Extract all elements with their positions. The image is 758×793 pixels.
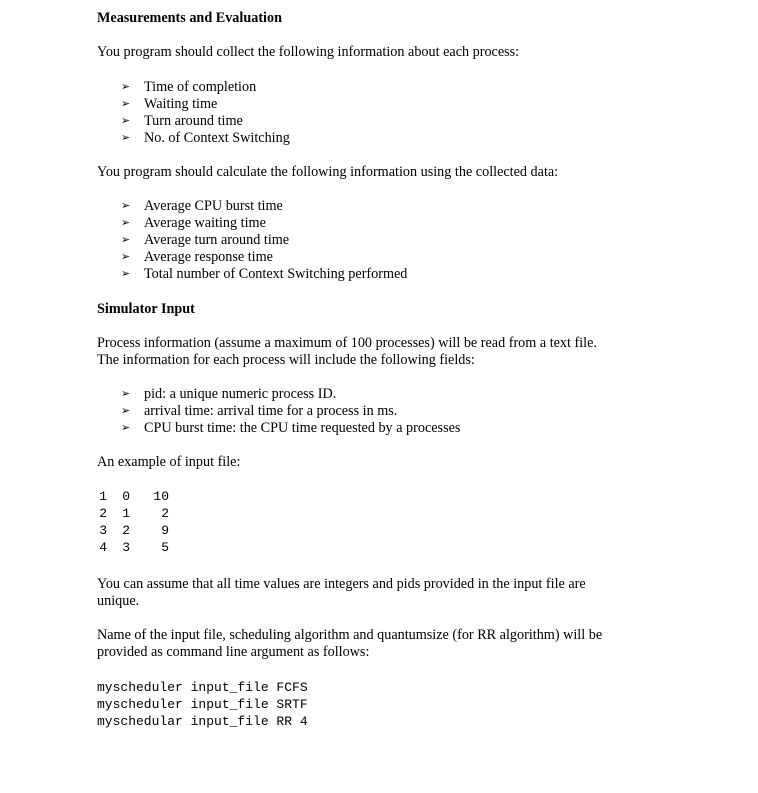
- command-line: myscheduler input_file FCFS: [97, 680, 308, 695]
- arrow-bullet-icon: ➢: [121, 268, 131, 280]
- arrow-bullet-icon: ➢: [121, 115, 131, 127]
- table-row: 1 0 10: [99, 489, 169, 504]
- arrow-bullet-icon: ➢: [121, 251, 131, 263]
- document-page: Measurements and Evaluation You program should collect the following information about each process: ➢ Time of completion ➢ Waiting time ➢ Turn around time ➢ No. of Context Switching You program should calculate the following information using the collected data: ➢ Average CPU burst time ➢ Average waiting time ➢ Average turn around time ➢ Average response time ➢ Total number of Context Switching performed Simulator Input Process information (assume a maximum of 100 processes) will be read from a text file. The information for each process will include the following fields: ➢ pid: a unique numeric process ID. ➢ arrival time: arrival time for a process in ms. ➢ CPU burst time: the CPU time requested by a processes An example of input file: 1 0 10 2 1 2 3 2 9 4 3 5 You can assume that all time values are integers and pids provided in the input file are unique. Name of the input file, scheduling algorithm and quantumsize (for RR algorithm) will be provided as command line argument as follows: myscheduler input_file FCFS myscheduler input_file SRTF myschedular input_file RR 4: [97, 10, 603, 729]
- process-info-line-1: Process information (assume a maximum of 100 processes) will be read from a text file.: [97, 335, 597, 351]
- arrow-bullet-icon: ➢: [121, 98, 131, 110]
- example-label: An example of input file:: [97, 454, 241, 470]
- calc-intro: You program should calculate the following information using the collected data:: [97, 164, 559, 180]
- arrow-bullet-icon: ➢: [121, 132, 131, 144]
- arrow-bullet-icon: ➢: [121, 200, 131, 212]
- arrow-bullet-icon: ➢: [121, 405, 131, 417]
- table-row: 3 2 9: [99, 523, 169, 538]
- table-row: 4 3 5: [99, 540, 169, 555]
- heading-simulator-input: Simulator Input: [97, 301, 195, 317]
- arrow-bullet-icon: ➢: [121, 388, 131, 400]
- arrow-bullet-icon: ➢: [121, 217, 131, 229]
- command-line: myschedular input_file RR 4: [97, 714, 308, 729]
- collect-intro: You program should collect the following information about each process:: [97, 44, 520, 60]
- assume-line-1: You can assume that all time values are integers and pids provided in the input file are: [97, 576, 586, 592]
- cmd-intro-line-1: Name of the input file, scheduling algorithm and quantumsize (for RR algorithm) will be: [97, 627, 603, 643]
- arrow-bullet-icon: ➢: [121, 81, 131, 93]
- command-line: myscheduler input_file SRTF: [97, 697, 308, 712]
- assume-line-2: unique.: [97, 593, 140, 609]
- arrow-bullet-icon: ➢: [121, 422, 131, 434]
- process-info-line-2: The information for each process will include the following fields:: [97, 352, 475, 368]
- table-row: 2 1 2: [99, 506, 169, 521]
- arrow-bullet-icon: ➢: [121, 234, 131, 246]
- cmd-intro-line-2: provided as command line argument as follows:: [97, 644, 370, 660]
- heading-measurements: Measurements and Evaluation: [97, 10, 282, 26]
